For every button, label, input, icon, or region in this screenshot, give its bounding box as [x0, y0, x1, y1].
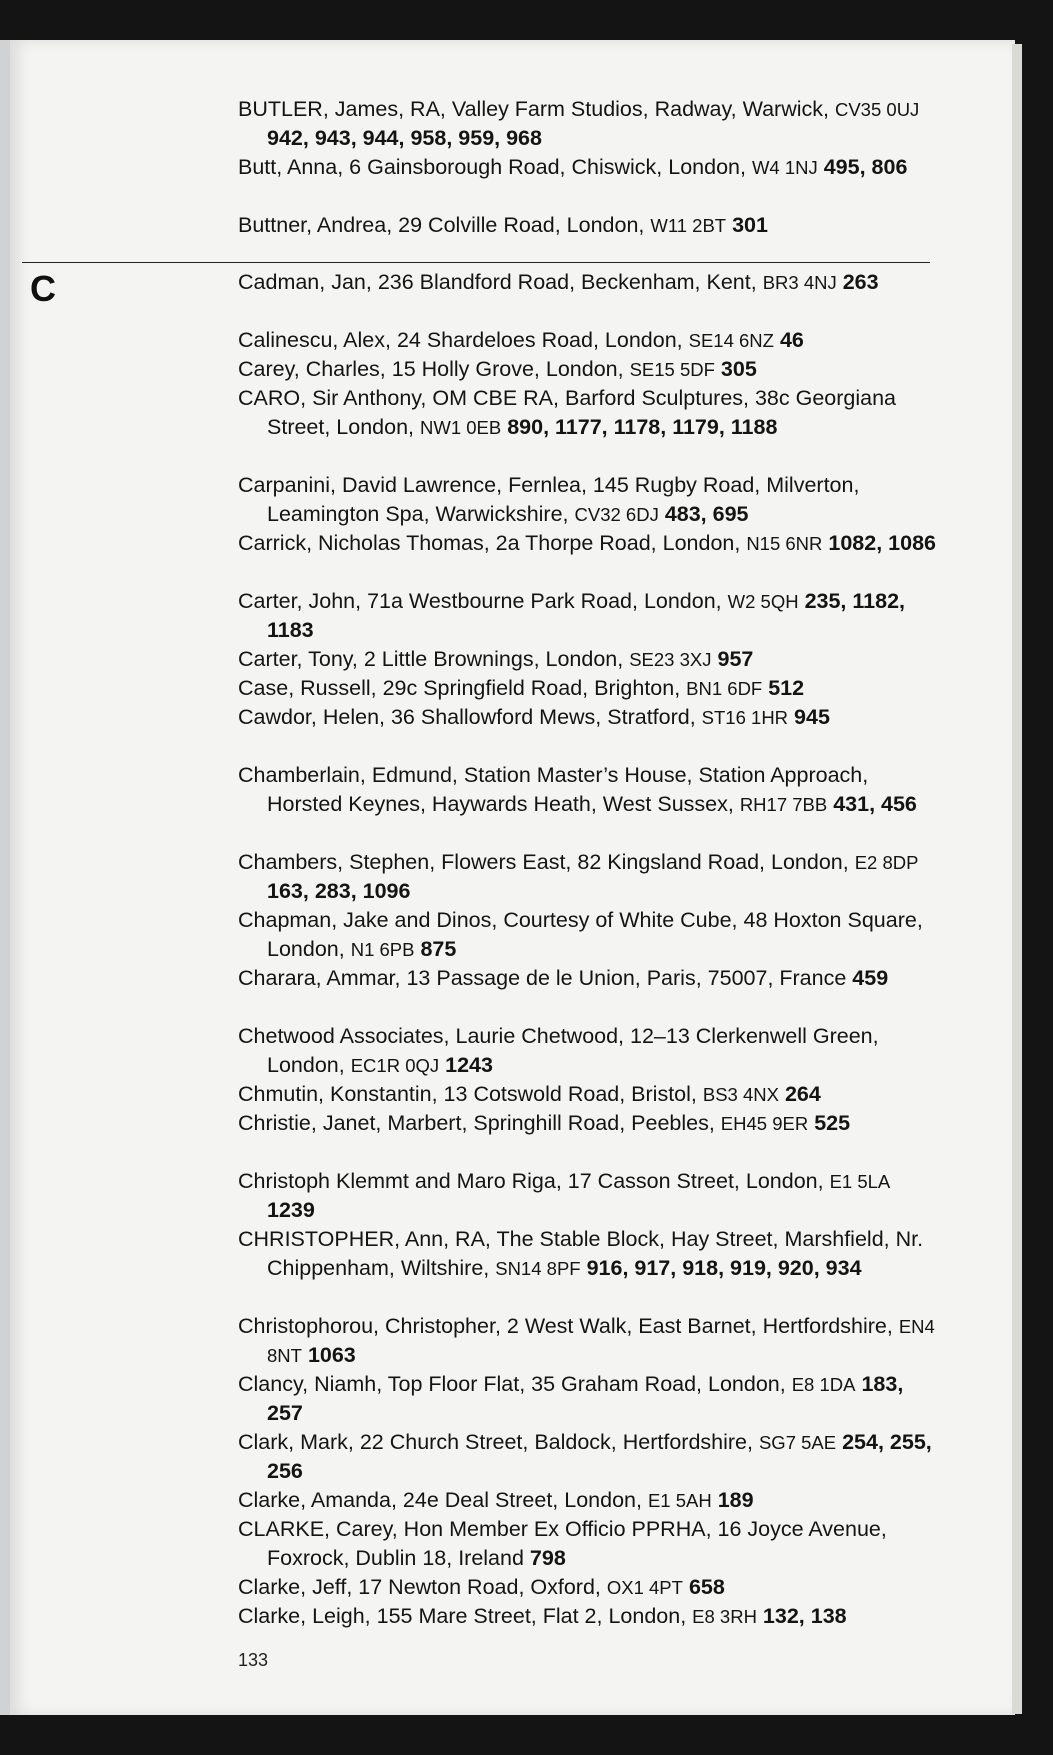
index-entry — [238, 1022, 943, 1080]
index-entry — [238, 964, 943, 993]
index-entry — [238, 1167, 943, 1225]
index-entry — [238, 1080, 943, 1109]
entry-pages: 512 — [768, 676, 805, 700]
index-entry — [238, 268, 943, 297]
index-entry — [238, 529, 943, 558]
entry-postcode: OX1 4PT — [606, 1577, 683, 1598]
page-number: 133 — [238, 1650, 269, 1670]
entry-text: Chetwood Associates, Laurie Chetwood, 12–13 Clerkenwell Green, London, — [238, 1024, 879, 1077]
entry-text: Carpanini, David Lawrence, Fernlea, 145 Rugby Road, Milverton, Leamington Spa, Warwickshire, — [238, 473, 860, 526]
entry-text: Chmutin, Konstantin, 13 Cotswold Road, Bristol, — [238, 1082, 703, 1106]
entry-text: Clark, Mark, 22 Church Street, Baldock, Hertfordshire, — [238, 1430, 759, 1454]
entry-text: Clarke, Jeff, 17 Newton Road, Oxford, — [238, 1575, 607, 1599]
index-entry — [238, 95, 943, 153]
entry-postcode: EN4 8NT — [267, 1316, 935, 1366]
index-entry — [238, 471, 943, 529]
entry-text: CARO, Sir Anthony, OM CBE RA, Barford Sculptures, 38c Georgiana Street, London, — [238, 386, 897, 439]
entry-postcode: SG7 5AE — [758, 1432, 837, 1453]
entry-postcode: E8 1DA — [791, 1374, 856, 1395]
index-entry — [238, 153, 943, 182]
entry-text: BUTLER, James, RA, Valley Farm Studios, Radway, Warwick, — [238, 97, 835, 121]
index-entry — [238, 1312, 943, 1370]
entry-text: Clarke, Amanda, 24e Deal Street, London, — [238, 1488, 648, 1512]
entry-pages: 916, 917, 918, 919, 920, 934 — [586, 1256, 862, 1280]
index-entry — [238, 1428, 943, 1486]
entry-pages: 264 — [784, 1082, 821, 1106]
entry-postcode: W11 2BT — [650, 215, 727, 236]
index-entry — [238, 1370, 943, 1428]
entry-postcode: ST16 1HR — [701, 707, 789, 728]
entry-text: Christoph Klemmt and Maro Riga, 17 Casson Street, London, — [238, 1169, 830, 1193]
entry-postcode: SE14 6NZ — [688, 330, 774, 351]
entry-text: Clarke, Leigh, 155 Mare Street, Flat 2, London, — [238, 1604, 693, 1628]
entry-text: Carrick, Nicholas Thomas, 2a Thorpe Road, London, — [238, 531, 747, 555]
entry-text: Butt, Anna, 6 Gainsborough Road, Chiswick, London, — [238, 155, 752, 179]
entry-text: Case, Russell, 29c Springfield Road, Brighton, — [238, 676, 687, 700]
entry-text: Buttner, Andrea, 29 Colville Road, London, — [238, 213, 651, 237]
entry-text: Charara, Ammar, 13 Passage de le Union, Paris, 75007, France — [238, 966, 853, 990]
entry-pages: 132, 138 — [762, 1604, 847, 1628]
entry-postcode: NW1 0EB — [420, 417, 502, 438]
index-entry — [238, 674, 943, 703]
entry-postcode: N15 6NR — [746, 533, 823, 554]
index-entry — [238, 645, 943, 674]
entry-pages: 459 — [852, 966, 889, 990]
entry-pages: 1082, 1086 — [828, 531, 936, 555]
entry-postcode: W4 1NJ — [751, 157, 818, 178]
index-entry — [238, 384, 943, 442]
entry-pages: 46 — [779, 328, 804, 352]
entry-postcode: E8 3RH — [692, 1606, 757, 1627]
entry-postcode: CV32 6DJ — [574, 504, 659, 525]
index-page — [10, 40, 1015, 1715]
section-divider — [22, 262, 930, 263]
index-entry — [238, 848, 943, 906]
entry-pages: 1239 — [267, 1198, 315, 1222]
page-edge-right — [1012, 44, 1022, 1714]
index-entry — [238, 1515, 943, 1573]
entry-text: Cadman, Jan, 236 Blandford Road, Beckenham, Kent, — [238, 270, 763, 294]
entry-text: Cawdor, Helen, 36 Shallowford Mews, Stratford, — [238, 705, 702, 729]
entry-pages: 798 — [529, 1546, 566, 1570]
entry-postcode: E1 5AH — [647, 1490, 712, 1511]
entry-text: Carey, Charles, 15 Holly Grove, London, — [238, 357, 630, 381]
entry-postcode: BS3 4NX — [702, 1084, 779, 1105]
entry-postcode: E2 8DP — [854, 852, 919, 873]
entry-pages: 875 — [420, 937, 457, 961]
entry-postcode: EC1R 0QJ — [350, 1055, 440, 1076]
index-entry — [238, 587, 943, 645]
entry-pages: 483, 695 — [664, 502, 749, 526]
entry-pages: 945 — [794, 705, 830, 729]
entry-pages: 525 — [814, 1111, 851, 1135]
entry-pages: 957 — [717, 647, 754, 671]
entry-pages: 254, 255, 256 — [267, 1430, 932, 1483]
entry-text: Christie, Janet, Marbert, Springhill Road, Peebles, — [238, 1111, 721, 1135]
index-entry — [238, 1602, 943, 1631]
entry-pages: 1063 — [307, 1343, 356, 1367]
entry-text: CHRISTOPHER, Ann, RA, The Stable Block, Hay Street, Marshfield, Nr. Chippenham, Wiltshire, — [238, 1227, 924, 1280]
index-entry — [238, 1573, 943, 1602]
index-entry — [238, 1486, 943, 1515]
index-entry — [238, 906, 943, 964]
index-entry — [238, 1225, 943, 1283]
entry-pages: 658 — [688, 1575, 725, 1599]
entry-postcode: SE23 3XJ — [629, 649, 712, 670]
index-entry — [238, 761, 943, 819]
entry-pages: 235, 1182, 1183 — [267, 589, 905, 642]
entry-postcode: E1 5LA — [829, 1171, 891, 1192]
entry-postcode: RH17 7BB — [739, 794, 828, 815]
index-entry — [238, 211, 943, 240]
entry-pages: 189 — [717, 1488, 754, 1512]
entry-postcode: W2 5QH — [727, 591, 799, 612]
entry-postcode: SN14 8PF — [495, 1258, 581, 1279]
entry-text: CLARKE, Carey, Hon Member Ex Officio PPRHA, 16 Joyce Avenue, Foxrock, Dublin 18, Ireland — [238, 1517, 887, 1570]
entry-postcode: BN1 6DF — [686, 678, 763, 699]
entry-pages: 495, 806 — [823, 155, 908, 179]
index-entry — [238, 1109, 943, 1138]
entry-postcode: EH45 9ER — [720, 1113, 809, 1134]
entry-text: Christophorou, Christopher, 2 West Walk, East Barnet, Hertfordshire, — [238, 1314, 899, 1338]
entry-pages: 263 — [842, 270, 879, 294]
entry-pages: 942, 943, 944, 958, 959, 968 — [267, 126, 542, 150]
entry-text: Chamberlain, Edmund, Station Master’s House, Station Approach, Horsted Keynes, Haywards Heath, West Sussex, — [238, 763, 869, 816]
entry-pages: 890, 1177, 1178, 1179, 1188 — [507, 415, 778, 439]
section-letter: C — [30, 268, 56, 309]
entry-text: Calinescu, Alex, 24 Shardeloes Road, London, — [238, 328, 689, 352]
entry-postcode: SE15 5DF — [629, 359, 715, 380]
entry-pages: 183, 257 — [267, 1372, 904, 1425]
entry-postcode: N1 6PB — [350, 939, 415, 960]
index-entry — [238, 326, 943, 355]
index-entry — [238, 703, 943, 732]
entry-postcode: BR3 4NJ — [762, 272, 837, 293]
entry-pages: 163, 283, 1096 — [267, 879, 411, 903]
entry-text: Clancy, Niamh, Top Floor Flat, 35 Graham Road, London, — [238, 1372, 792, 1396]
entry-text: Carter, Tony, 2 Little Brownings, London, — [238, 647, 630, 671]
entry-text: Chambers, Stephen, Flowers East, 82 Kingsland Road, London, — [238, 850, 855, 874]
entry-pages: 431, 456 — [833, 792, 917, 816]
entry-pages: 305 — [720, 357, 757, 381]
entry-postcode: CV35 0UJ — [834, 99, 920, 120]
page-shadow-left — [0, 40, 10, 1715]
entry-pages: 301 — [732, 213, 768, 237]
entry-text: Carter, John, 71a Westbourne Park Road, London, — [238, 589, 728, 613]
entry-pages: 1243 — [445, 1053, 493, 1077]
entry-text: Chapman, Jake and Dinos, Courtesy of White Cube, 48 Hoxton Square, London, — [238, 908, 923, 961]
index-entry — [238, 355, 943, 384]
